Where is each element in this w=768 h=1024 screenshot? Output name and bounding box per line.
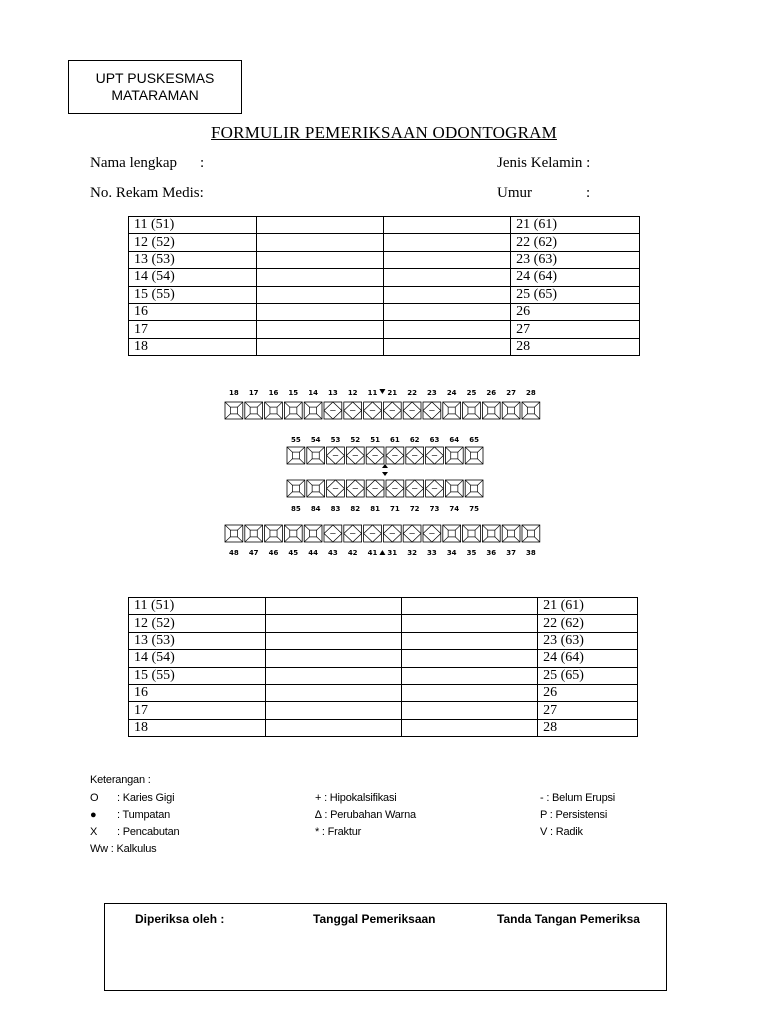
- tooth-label-46: 46: [268, 549, 279, 557]
- tooth-label-82: 82: [350, 505, 361, 513]
- organization-location: MATARAMAN: [111, 87, 199, 103]
- legend-text-caries: : Karies Gigi: [117, 792, 175, 804]
- tooth-note-cell[interactable]: [265, 615, 402, 632]
- tooth-label-21: 21: [387, 389, 398, 397]
- tooth-label-34: 34: [446, 549, 457, 557]
- legend-calculus: Ww : Kalkulus: [90, 843, 157, 855]
- tooth-label-28: 28: [526, 389, 536, 397]
- midline-arrow-down-icon: [379, 389, 385, 394]
- tooth-label-53: 53: [330, 436, 341, 444]
- legend-color-change: ∆ : Perubahan Warna: [315, 809, 416, 821]
- table-row: [129, 234, 640, 251]
- legend-text-extraction: : Pencabutan: [117, 826, 180, 838]
- tooth-label-37: 37: [506, 549, 516, 557]
- upper-tooth-table: [128, 216, 640, 356]
- tooth-label-55: 55: [291, 436, 301, 444]
- legend-hypocalcification: + : Hipokalsifikasi: [315, 792, 397, 804]
- table-row: [129, 667, 638, 684]
- tooth-note-cell[interactable]: [402, 684, 538, 701]
- table-row: [129, 615, 638, 632]
- table-row: [129, 650, 638, 667]
- tooth-note-cell[interactable]: [384, 286, 511, 303]
- tooth-label-11: 11: [367, 389, 378, 397]
- tooth-label-75: 75: [469, 505, 479, 513]
- tooth-number-left: 11 (51): [129, 598, 266, 615]
- tooth-number-right: 22 (62): [538, 615, 638, 632]
- tooth-label-31: 31: [387, 549, 398, 557]
- nama-colon: :: [200, 155, 205, 171]
- tooth-number-right: 26: [511, 303, 640, 320]
- table-row: [129, 286, 640, 303]
- tooth-note-cell[interactable]: [265, 719, 402, 736]
- tooth-label-42: 42: [347, 549, 358, 557]
- tooth-number-right: 27: [511, 321, 640, 338]
- tooth-note-cell[interactable]: [256, 269, 384, 286]
- tooth-label-84: 84: [310, 505, 321, 513]
- tooth-number-right: 21 (61): [538, 598, 638, 615]
- tooth-number-right: 26: [538, 684, 638, 701]
- table-row: [129, 338, 640, 355]
- legend-persistence: P : Persistensi: [540, 809, 608, 821]
- signature-box: [104, 903, 667, 991]
- tooth-note-cell[interactable]: [402, 650, 538, 667]
- tooth-label-63: 63: [429, 436, 440, 444]
- tooth-label-65: 65: [469, 436, 479, 444]
- tooth-number-left: 15 (55): [129, 286, 257, 303]
- nama-label: Nama lengkap: [90, 155, 178, 171]
- tooth-number-left: 14 (54): [129, 650, 266, 667]
- tooth-number-right: 24 (64): [538, 650, 638, 667]
- legend-symbol-filling: ●: [90, 809, 97, 821]
- tooth-note-cell[interactable]: [402, 598, 538, 615]
- tooth-note-cell[interactable]: [256, 234, 384, 251]
- tooth-number-right: 23 (63): [511, 251, 640, 268]
- legend-title: Keterangan :: [90, 774, 151, 786]
- tooth-label-61: 61: [390, 436, 400, 444]
- tooth-label-73: 73: [429, 505, 440, 513]
- tooth-number-left: 14 (54): [129, 269, 257, 286]
- tooth-note-cell[interactable]: [265, 598, 402, 615]
- tooth-label-52: 52: [350, 436, 361, 444]
- tooth-note-cell[interactable]: [256, 338, 384, 355]
- table-row: [129, 217, 640, 234]
- table-row: [129, 684, 638, 701]
- tooth-note-cell[interactable]: [256, 321, 384, 338]
- tooth-number-left: 17: [129, 321, 257, 338]
- tooth-label-27: 27: [506, 389, 516, 397]
- tooth-note-cell[interactable]: [384, 269, 511, 286]
- tooth-number-right: 21 (61): [511, 217, 640, 234]
- examiner-signature-label: Tanda Tangan Pemeriksa: [497, 912, 640, 926]
- tooth-label-81: 81: [370, 505, 380, 513]
- midline-arrow-up-icon: [382, 464, 388, 468]
- tooth-label-54: 54: [310, 436, 321, 444]
- midline-arrow-down-icon: [382, 472, 388, 476]
- legend-fracture: * : Fraktur: [315, 826, 362, 838]
- table-row: [129, 719, 638, 736]
- tooth-note-cell[interactable]: [402, 632, 538, 649]
- tooth-label-47: 47: [248, 549, 259, 557]
- tooth-label-41: 41: [367, 549, 378, 557]
- tooth-label-48: 48: [229, 549, 239, 557]
- table-row: [129, 598, 638, 615]
- tooth-label-72: 72: [409, 505, 420, 513]
- jenis-kelamin-label: Jenis Kelamin :: [497, 155, 591, 171]
- tooth-label-32: 32: [407, 549, 417, 557]
- organization-name: UPT PUSKESMAS: [95, 70, 215, 86]
- tooth-label-74: 74: [449, 505, 460, 513]
- tooth-note-cell[interactable]: [384, 217, 511, 234]
- tooth-note-cell[interactable]: [402, 667, 538, 684]
- examiner-label: Diperiksa oleh :: [135, 912, 225, 926]
- tooth-number-left: 11 (51): [129, 217, 257, 234]
- table-row: [129, 303, 640, 320]
- legend-text-filling: : Tumpatan: [117, 809, 171, 821]
- table-row: [129, 632, 638, 649]
- tooth-number-left: 13 (53): [129, 251, 257, 268]
- tooth-number-left: 18: [129, 719, 266, 736]
- tooth-number-left: 13 (53): [129, 632, 266, 649]
- tooth-note-cell[interactable]: [265, 667, 402, 684]
- tooth-label-43: 43: [328, 549, 338, 557]
- lower-tooth-table: [128, 597, 638, 737]
- tooth-note-cell[interactable]: [402, 702, 538, 719]
- tooth-label-26: 26: [486, 389, 497, 397]
- tooth-note-cell[interactable]: [256, 303, 384, 320]
- tooth-label-64: 64: [449, 436, 460, 444]
- organization-box: [68, 60, 242, 114]
- tooth-label-17: 17: [248, 389, 259, 397]
- tooth-number-right: 25 (65): [511, 286, 640, 303]
- tooth-label-18: 18: [229, 389, 239, 397]
- tooth-label-14: 14: [308, 389, 318, 397]
- tooth-note-cell[interactable]: [256, 251, 384, 268]
- tooth-label-33: 33: [427, 549, 437, 557]
- tooth-label-36: 36: [486, 549, 497, 557]
- tooth-label-12: 12: [347, 389, 358, 397]
- tooth-number-left: 12 (52): [129, 234, 257, 251]
- legend-radix: V : Radik: [540, 826, 583, 838]
- form-title: FORMULIR PEMERIKSAAN ODONTOGRAM: [211, 123, 557, 142]
- tooth-label-22: 22: [407, 389, 417, 397]
- legend-not-erupted: - : Belum Erupsi: [540, 792, 616, 804]
- tooth-label-16: 16: [268, 389, 279, 397]
- tooth-label-35: 35: [466, 549, 477, 557]
- table-row: [129, 269, 640, 286]
- tooth-number-right: 22 (62): [511, 234, 640, 251]
- tooth-label-23: 23: [427, 389, 437, 397]
- tooth-label-62: 62: [409, 436, 420, 444]
- tooth-label-38: 38: [526, 549, 536, 557]
- odontogram-chart: [220, 382, 550, 562]
- tooth-note-cell[interactable]: [256, 286, 384, 303]
- tooth-note-cell[interactable]: [265, 632, 402, 649]
- tooth-number-right: 28: [511, 338, 640, 355]
- umur-colon: :: [586, 185, 591, 201]
- midline-arrow-up-icon: [379, 550, 385, 555]
- tooth-label-25: 25: [466, 389, 477, 397]
- tooth-label-44: 44: [308, 549, 318, 557]
- tooth-note-cell[interactable]: [402, 615, 538, 632]
- umur-label: Umur: [497, 185, 532, 201]
- legend-symbol-caries: O: [90, 792, 99, 804]
- tooth-label-85: 85: [291, 505, 301, 513]
- legend-symbol-extraction: X: [90, 826, 98, 838]
- tooth-number-right: 25 (65): [538, 667, 638, 684]
- tooth-note-cell[interactable]: [265, 702, 402, 719]
- tooth-number-left: 16: [129, 684, 266, 701]
- tooth-label-24: 24: [446, 389, 457, 397]
- tooth-note-cell[interactable]: [384, 338, 511, 355]
- rekam-medis-label: No. Rekam Medis:: [90, 185, 204, 201]
- tooth-number-right: 27: [538, 702, 638, 719]
- tooth-label-15: 15: [288, 389, 299, 397]
- tooth-number-left: 16: [129, 303, 257, 320]
- table-row: [129, 702, 638, 719]
- tooth-label-45: 45: [288, 549, 299, 557]
- tooth-note-cell[interactable]: [256, 217, 384, 234]
- tooth-number-right: 28: [538, 719, 638, 736]
- tooth-label-13: 13: [328, 389, 338, 397]
- tooth-number-left: 12 (52): [129, 615, 266, 632]
- exam-date-label: Tanggal Pemeriksaan: [313, 912, 436, 926]
- tooth-label-71: 71: [390, 505, 400, 513]
- tooth-number-right: 24 (64): [511, 269, 640, 286]
- tooth-number-left: 18: [129, 338, 257, 355]
- tooth-number-left: 15 (55): [129, 667, 266, 684]
- tooth-label-83: 83: [330, 505, 341, 513]
- tooth-number-right: 23 (63): [538, 632, 638, 649]
- tooth-label-51: 51: [370, 436, 380, 444]
- tooth-note-cell[interactable]: [265, 684, 402, 701]
- tooth-note-cell[interactable]: [384, 251, 511, 268]
- tooth-note-cell[interactable]: [384, 321, 511, 338]
- table-row: [129, 321, 640, 338]
- tooth-note-cell[interactable]: [402, 719, 538, 736]
- table-row: [129, 251, 640, 268]
- tooth-note-cell[interactable]: [384, 303, 511, 320]
- tooth-note-cell[interactable]: [384, 234, 511, 251]
- tooth-note-cell[interactable]: [265, 650, 402, 667]
- tooth-number-left: 17: [129, 702, 266, 719]
